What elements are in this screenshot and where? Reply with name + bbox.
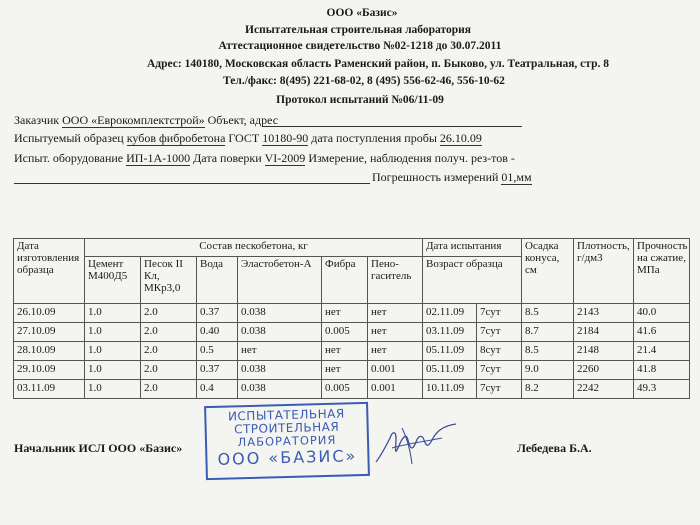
- cell-age: 7сут: [477, 304, 522, 323]
- cell-date: 03.11.09: [14, 380, 85, 399]
- cell-foam: 0.001: [368, 361, 423, 380]
- cell-density: 2184: [574, 323, 634, 342]
- cell-strength: 41.6: [634, 323, 690, 342]
- sample-line: [14, 131, 482, 146]
- cell-strength: 40.0: [634, 304, 690, 323]
- cell-fiber: 0.005: [322, 323, 368, 342]
- cell-test-date: 10.11.09: [423, 380, 477, 399]
- col-header-water: Вода: [197, 257, 238, 304]
- cell-slump: 8.5: [522, 342, 574, 361]
- col-header-elasto: Эластобетон-А: [238, 257, 322, 304]
- col-header-foam: Пено-гаситель: [368, 257, 423, 304]
- head-title: Начальник ИСЛ ООО «Базис»: [14, 441, 183, 455]
- cell-density: 2143: [574, 304, 634, 323]
- cell-sand: 2.0: [141, 323, 197, 342]
- col-header-date: Дата изготовления образца: [14, 239, 85, 304]
- table-row: [14, 323, 690, 342]
- cell-test-date: 03.11.09: [423, 323, 477, 342]
- cell-foam: нет: [368, 304, 423, 323]
- received-value: 26.10.09: [439, 131, 482, 145]
- cell-elasto: 0.038: [238, 361, 322, 380]
- cell-age: 7сут: [477, 361, 522, 380]
- measure-label: Измерение, наблюдения получ. рез-тов -: [308, 151, 515, 165]
- lab-name: Испытательная строительная лаборатория: [245, 24, 471, 36]
- stamp-line-4: ООО «БАЗИС»: [217, 446, 358, 469]
- stamp-line-3: ЛАБОРАТОРИЯ: [237, 432, 337, 450]
- cell-slump: 9.0: [522, 361, 574, 380]
- gost-value: 10180-90: [262, 131, 309, 145]
- cell-elasto: нет: [238, 342, 322, 361]
- cell-fiber: нет: [322, 304, 368, 323]
- cell-strength: 49.3: [634, 380, 690, 399]
- lab-stamp: [204, 402, 370, 480]
- cell-water: 0.40: [197, 323, 238, 342]
- col-header-test-date: Дата испытания: [423, 239, 522, 257]
- stamp-line-1: ИСПЫТАТЕЛЬНАЯ: [227, 406, 345, 424]
- col-header-cement: Цемент М400Д5: [85, 257, 141, 304]
- cell-date: 26.10.09: [14, 304, 85, 323]
- org-name: ООО «Базис»: [326, 7, 398, 19]
- cell-water: 0.37: [197, 304, 238, 323]
- table-row: [14, 380, 690, 399]
- cell-slump: 8.5: [522, 304, 574, 323]
- signature-image: [372, 418, 462, 470]
- cell-density: 2148: [574, 342, 634, 361]
- cell-strength: 41.8: [634, 361, 690, 380]
- col-header-composition: Состав пескобетона, кг: [85, 239, 423, 257]
- cell-age: 7сут: [477, 380, 522, 399]
- object-label: Объект, адрес: [207, 113, 279, 127]
- check-label: Дата поверки: [193, 151, 262, 165]
- cell-test-date: 02.11.09: [423, 304, 477, 323]
- cell-sand: 2.0: [141, 361, 197, 380]
- cell-cement: 1.0: [85, 380, 141, 399]
- cell-test-date: 05.11.09: [423, 342, 477, 361]
- equipment-value: ИП-1А-1000: [126, 151, 191, 165]
- cell-elasto: 0.038: [238, 304, 322, 323]
- object-blank: [262, 126, 522, 127]
- table-row: [14, 342, 690, 361]
- accuracy-line: [372, 170, 532, 185]
- received-label: дата поступления пробы: [311, 131, 437, 145]
- cell-water: 0.37: [197, 361, 238, 380]
- cell-cement: 1.0: [85, 304, 141, 323]
- table-row: [14, 361, 690, 380]
- col-header-slump: Осадка конуса, см: [522, 239, 574, 304]
- cell-sand: 2.0: [141, 380, 197, 399]
- customer-value: ООО «Еврокомплектстрой»: [62, 113, 205, 127]
- check-value: VI-2009: [264, 151, 306, 165]
- cell-foam: нет: [368, 323, 423, 342]
- cell-fiber: 0.005: [322, 380, 368, 399]
- cell-water: 0.4: [197, 380, 238, 399]
- stamp-line-2: СТРОИТЕЛЬНАЯ: [233, 419, 340, 437]
- cell-sand: 2.0: [141, 304, 197, 323]
- cell-date: 29.10.09: [14, 361, 85, 380]
- cell-elasto: 0.038: [238, 380, 322, 399]
- col-header-sand: Песок II Кл, МКр3,0: [141, 257, 197, 304]
- address: Адрес: 140180, Московская область Раменский район, п. Быково, ул. Театральная, стр. 8: [147, 58, 609, 70]
- head-name: Лебедева Б.А.: [517, 441, 592, 455]
- col-header-strength: Прочность на сжатие, МПа: [634, 239, 690, 304]
- cell-elasto: 0.038: [238, 323, 322, 342]
- col-header-fiber: Фибра: [322, 257, 368, 304]
- gost-label: ГОСТ: [228, 131, 260, 145]
- cell-cement: 1.0: [85, 342, 141, 361]
- col-header-density: Плотность, г/дм3: [574, 239, 634, 304]
- cell-test-date: 05.11.09: [423, 361, 477, 380]
- cell-strength: 21.4: [634, 342, 690, 361]
- protocol-title: Протокол испытаний №06/11-09: [276, 94, 444, 106]
- cell-water: 0.5: [197, 342, 238, 361]
- cell-slump: 8.7: [522, 323, 574, 342]
- cell-age: 7сут: [477, 323, 522, 342]
- cell-sand: 2.0: [141, 342, 197, 361]
- cell-cement: 1.0: [85, 323, 141, 342]
- cell-fiber: нет: [322, 342, 368, 361]
- table-header-row: [14, 239, 690, 257]
- certificate: Аттестационное свидетельство №02-1218 до 30.07.2011: [218, 40, 502, 52]
- col-header-age: Возраст образца: [423, 257, 522, 304]
- cell-fiber: нет: [322, 361, 368, 380]
- customer-label: Заказчик: [14, 113, 60, 127]
- cell-date: 28.10.09: [14, 342, 85, 361]
- cell-date: 27.10.09: [14, 323, 85, 342]
- cell-age: 8сут: [477, 342, 522, 361]
- accuracy-label: Погрешность измерений: [372, 170, 499, 184]
- sample-value: кубов фибробетона: [126, 131, 226, 145]
- equipment-label: Испыт. оборудование: [14, 151, 124, 165]
- measure-blank: [14, 183, 370, 184]
- table-row: [14, 304, 690, 323]
- customer-line: [14, 113, 278, 128]
- cell-density: 2260: [574, 361, 634, 380]
- results-table: [13, 238, 690, 399]
- cell-slump: 8.2: [522, 380, 574, 399]
- cell-density: 2242: [574, 380, 634, 399]
- cell-foam: 0.001: [368, 380, 423, 399]
- cell-cement: 1.0: [85, 361, 141, 380]
- cell-foam: нет: [368, 342, 423, 361]
- equipment-line: [14, 151, 515, 166]
- accuracy-value: 01,мм: [501, 170, 532, 184]
- phone: Тел./факс: 8(495) 221-68-02, 8 (495) 556-62-46, 556-10-62: [223, 75, 505, 87]
- sample-label: Испытуемый образец: [14, 131, 124, 145]
